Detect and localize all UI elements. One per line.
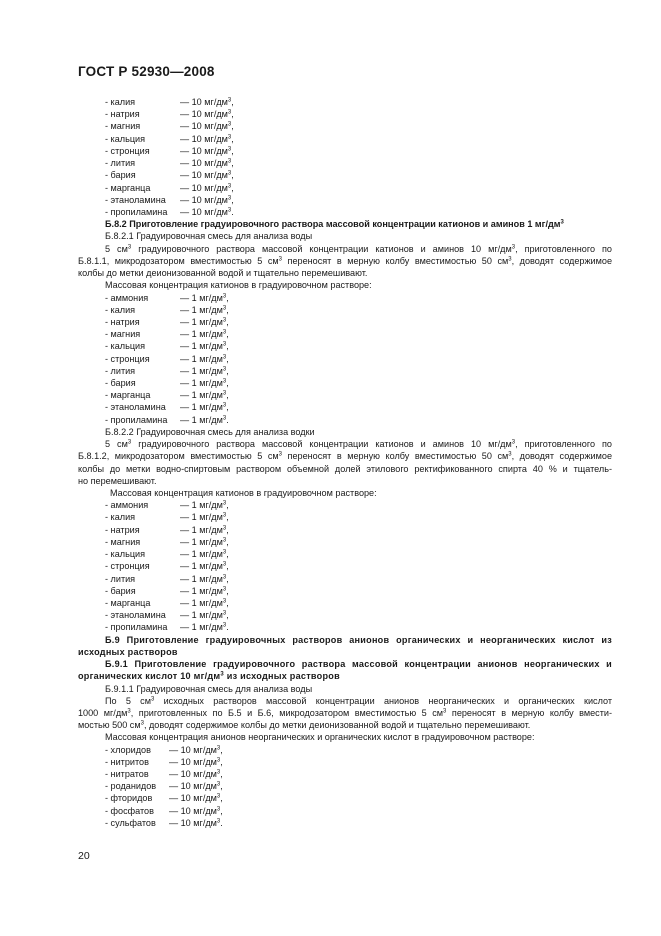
paragraph-line: мостью 500 $см^3$, доводят содержимое колбы до метки деионизованной водой и тщательно перемешивают. [78,720,531,731]
section-b9-title-cont: исходных растворов [78,646,178,657]
list-item-value: — 1 $мг/дм^3$, [180,365,229,376]
list-item-value: — 10 $мг/дм^3$, [169,793,223,804]
list-item [0,365,661,377]
document-body [0,96,661,829]
list-item-value: — 1 $мг/дм^3$, [180,341,229,352]
list-item-value: — 1 $мг/дм^3$, [180,402,229,413]
list-item-name: - фторидов [105,793,153,804]
paragraph-line: 5 $см^3$ градуировочного раствора массовой концентрации катионов и аминов 10 $мг/дм^3$, приготовленного по [105,439,612,450]
list-item [0,145,661,157]
paragraph-line: Б.8.1.2, микродозатором вместимостью 5 $см^3$ переносят в мерную колбу вместимостью 50 $см^3$, доводят содержимое [78,451,613,462]
list-item [0,805,661,817]
list-item [0,792,661,804]
list-item [0,377,661,389]
list-item-name: - нитратов [105,769,149,780]
mass-intro: Массовая концентрация катионов в градуировочном растворе: [105,280,372,291]
list-item [0,328,661,340]
list-item-value: — 1 $мг/дм^3$, [180,500,229,511]
list-item-name: - фосфатов [105,805,154,816]
list-item-name: - бария [105,170,136,181]
list-item [0,768,661,780]
list-item-value: — 10 $мг/дм^3$, [180,97,234,107]
list-item-name: - пропиламина [105,414,168,425]
list-item [0,340,661,352]
list-item-name: - бария [105,378,136,389]
list-item [0,182,661,194]
list-item-value: — 10 $мг/дм^3$, [169,769,223,780]
list-item [0,817,661,829]
list-item [0,548,661,560]
list-item-value: — 10 $мг/дм^3$, [180,170,234,181]
list-item-value: — 1 $мг/дм^3$, [180,378,229,389]
list-item [0,108,661,120]
page-header-title: ГОСТ Р 52930—2008 [78,64,215,79]
list-item [0,206,661,218]
paragraph-line: Б.8.1.1, микродозатором вместимостью 5 $см^3$ переносят в мерную колбу вместимостью 50 $см^3$, доводят содержимое [78,255,613,266]
list-item-name: - кальция [105,341,146,352]
list-item-name: - стронция [105,353,150,364]
list-item [0,499,661,511]
list-item-name: - бария [105,585,136,596]
list-item-value: — 10 $мг/дм^3$, [180,182,234,193]
list-b822-concentrations [0,499,661,633]
section-b91-title-cont: органических кислот 10 $мг/дм^3$ из исходных растворов [78,671,340,682]
list-b81-concentrations [0,96,661,218]
list-item-name: - пропиламина [105,206,168,217]
list-item [0,96,661,108]
list-item-name: - магния [105,536,141,547]
paragraph-line: 1000 $мг/дм^3$, приготовленных по Б.5 и Б.6, микродозатором вместимостью 5 $см^3$ переносят в мерную колбу вмести- [78,707,612,718]
list-item [0,133,661,145]
section-b82-title: Б.8.2 Приготовление градуировочного раствора массовой концентрации катионов и аминов 1 $мг/дм^3$ [105,219,564,230]
list-item-name: - лития [105,158,136,169]
list-item-value: — 10 $мг/дм^3$, [169,781,223,792]
list-item-name: - этаноламина [105,402,166,413]
list-item [0,157,661,169]
list-item-name: - кальция [105,549,146,560]
list-item-name: - марганца [105,182,151,193]
list-item-name: - магния [105,329,141,340]
section-b911-title: Б.9.1.1 Градуировочная смесь для анализа воды [105,683,313,694]
list-item-name: - калия [105,512,136,523]
list-item-name: - аммония [105,292,149,303]
list-item-value: — 10 $мг/дм^3$, [180,109,234,120]
list-item-name: - нитритов [105,756,149,767]
list-item [0,585,661,597]
list-item [0,560,661,572]
list-b821-concentrations [0,292,661,426]
list-item-name: - стронция [105,145,150,156]
list-item-value: — 1 $мг/дм^3$, [180,561,229,572]
list-item-value: — 1 $мг/дм^3$, [180,573,229,584]
section-b821-title: Б.8.2.1 Градуировочная смесь для анализа воды [105,231,313,242]
list-item [0,536,661,548]
list-item-name: - кальция [105,133,146,144]
list-item-value: — 10 $мг/дм^3$, [180,145,234,156]
list-item-name: - лития [105,365,136,376]
list-item [0,353,661,365]
paragraph-line: колбы до метки водно-спиртовым раствором объемной долей этилового ректификованного спирта 40 % и тщатель- [78,463,612,474]
list-item-name: - сульфатов [105,817,156,828]
list-item [0,389,661,401]
mass-intro: Массовая концентрация катионов в градуировочном растворе: [110,488,377,498]
list-item-value: — 1 $мг/дм^3$, [180,597,229,608]
list-item-name: - лития [105,573,136,584]
list-item [0,292,661,304]
list-item-value: — 10 $мг/дм^3$, [180,194,234,205]
list-item [0,414,661,426]
list-item-value: — 10 $мг/дм^3$, [169,744,223,755]
list-item-value: — 10 $мг/дм^3$. [180,206,234,217]
list-item-value: — 1 $мг/дм^3$, [180,329,229,340]
list-item-name: - марганца [105,597,151,608]
list-item-value: — 1 $мг/дм^3$, [180,353,229,364]
list-item [0,573,661,585]
list-item-value: — 1 $мг/дм^3$, [180,304,229,315]
list-item [0,744,661,756]
list-item-name: - этаноламина [105,194,166,205]
list-item [0,524,661,536]
list-item-value: — 1 $мг/дм^3$, [180,536,229,547]
list-item [0,609,661,621]
list-item [0,169,661,181]
page-number: 20 [78,850,90,862]
list-item-value: — 1 $мг/дм^3$. [180,622,229,633]
list-item [0,194,661,206]
list-item-name: - натрия [105,109,140,120]
list-item [0,304,661,316]
list-item-name: - аммония [105,500,149,511]
list-item-value: — 1 $мг/дм^3$, [180,524,229,535]
list-item-name: - роданидов [105,781,157,792]
list-item-name: - натрия [105,524,140,535]
list-item [0,316,661,328]
list-item-value: — 10 $мг/дм^3$, [180,158,234,169]
section-b91-title: Б.9.1 Приготовление градуировочного раствора массовой концентрации анионов неорганических и [105,659,612,670]
list-item-value: — 1 $мг/дм^3$, [180,390,229,401]
list-item-name: - магния [105,121,141,132]
list-item-name: - пропиламина [105,622,168,633]
paragraph-line: По 5 $см^3$ исходных растворов массовой концентрации анионов неорганических и органических кислот [105,695,612,706]
list-item-name: - этаноламина [105,610,166,621]
list-item-value: — 10 $мг/дм^3$, [180,121,234,132]
list-item-name: - марганца [105,390,151,401]
list-item [0,780,661,792]
list-item [0,621,661,633]
list-item-name: - калия [105,304,136,315]
list-item-value: — 1 $мг/дм^3$, [180,610,229,621]
list-item [0,511,661,523]
list-item-value: — 10 $мг/дм^3$. [169,817,223,828]
mass-intro: Массовая концентрация анионов неорганических и органических кислот в градуировочном растворе: [105,732,535,743]
list-item [0,401,661,413]
list-item-name: - стронция [105,561,150,572]
list-item-name: - натрия [105,316,140,327]
paragraph-line: 5 $см^3$ градуировочного раствора массовой концентрации катионов и аминов 10 $мг/дм^3$, приготовленного по [105,243,612,254]
section-b822-title: Б.8.2.2 Градуировочная смесь для анализа водки [105,426,315,437]
list-item-value: — 1 $мг/дм^3$, [180,292,229,303]
list-item-value: — 1 $мг/дм^3$, [180,316,229,327]
list-item-value: — 10 $мг/дм^3$, [169,805,223,816]
list-item-name: - калия [105,97,136,107]
list-b911-concentrations [0,744,661,830]
list-item-value: — 10 $мг/дм^3$, [169,756,223,767]
list-item-value: — 1 $мг/дм^3$, [180,585,229,596]
list-item [0,120,661,132]
list-item-value: — 1 $мг/дм^3$. [180,414,229,425]
list-item [0,756,661,768]
paragraph-line: колбы до метки деионизованной водой и тщательно перемешивают. [78,268,368,279]
list-item-value: — 1 $мг/дм^3$, [180,549,229,560]
list-item [0,597,661,609]
list-item-value: — 10 $мг/дм^3$, [180,133,234,144]
list-item-name: - хлоридов [105,744,151,755]
paragraph-line: но перемешивают. [78,475,157,486]
list-item-value: — 1 $мг/дм^3$, [180,512,229,523]
section-b9-title: Б.9 Приготовление градуировочных растворов анионов органических и неорганических кислот из [105,634,612,645]
